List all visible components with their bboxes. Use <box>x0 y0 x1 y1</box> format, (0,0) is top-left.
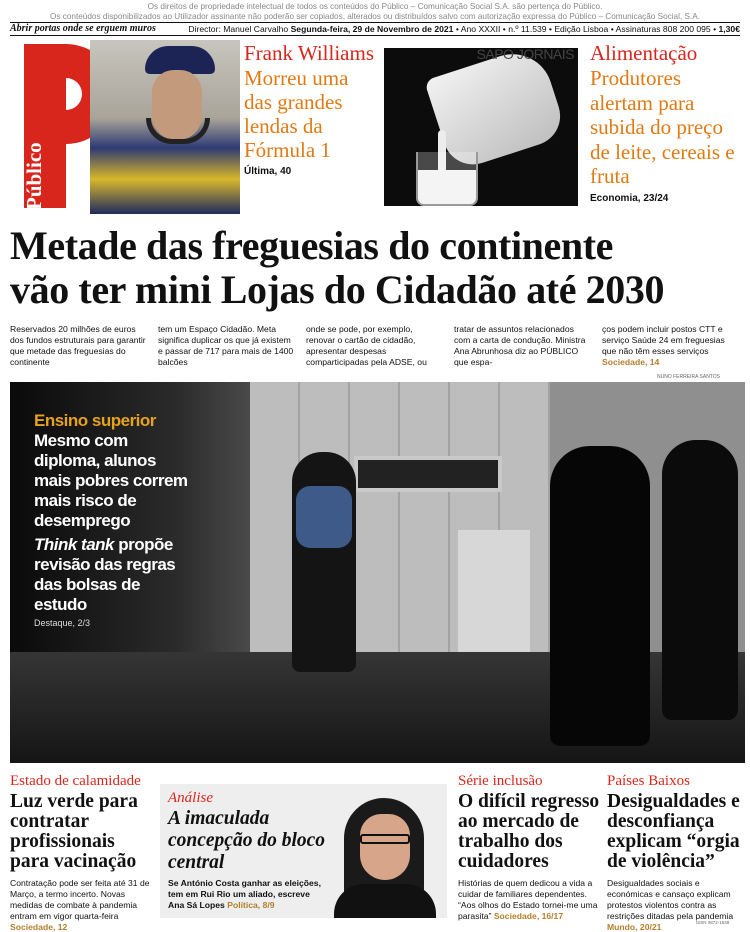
masthead-bar <box>10 22 740 36</box>
feature-page-ref: Destaque, 2/3 <box>34 618 91 628</box>
section-ref: Sociedade, 12 <box>10 922 68 932</box>
bottom-stories <box>10 772 745 932</box>
story-headline: Luz verde para contratar profissionais para vacinação <box>10 791 138 872</box>
story-kicker: Países Baixos <box>607 773 690 789</box>
lead-text <box>10 324 740 368</box>
story-body-text: Contratação pode ser feita até 31 de Março, a termo incerto. Novas medidas de combate à pandemia entram em vigor quarta-feira <box>10 878 150 921</box>
story-headline: Desigualdades e desconfiança explicam “orgia de violência” <box>607 791 740 872</box>
bottom-story-netherlands[interactable] <box>607 772 745 932</box>
analysis-headline: A imaculada concepção do bloco central <box>168 808 326 873</box>
masthead-info <box>188 23 740 35</box>
section-ref: Sociedade, 14 <box>602 357 660 367</box>
analysis-kicker: Análise <box>168 790 213 806</box>
top-story-formula1[interactable] <box>244 42 378 177</box>
copyright-line-1: Os direitos de propriedade intelectual de todos os conteúdos do Público – Comunicação Social S.A. são pertença do Público. <box>147 2 603 11</box>
main-headline-line-1: Metade das freguesias do continente <box>10 223 613 268</box>
feature-headline-2-rest: propõe revisão das regras das bolsas de estudo <box>34 535 176 614</box>
feature-headline-2-em: Think tank <box>34 535 115 554</box>
story-headline: O difícil regresso ao mercado de trabalho dos cuidadores <box>458 791 600 872</box>
price: 1,30€ <box>718 24 740 34</box>
columnist-portrait <box>330 796 440 918</box>
photo-credit: NUNO FERREIRA SANTOS <box>657 374 720 380</box>
section-ref: Sociedade, 16/17 <box>493 911 564 921</box>
logo-wordmark: Público <box>22 142 46 210</box>
analysis-body <box>168 878 328 911</box>
story-body-text: Histórias de quem dedicou a vida a cuidar de familiares dependentes. “Aos olhos do Estado tornei-me uma parasita” <box>458 878 598 921</box>
feature-headline-2 <box>34 535 194 615</box>
photo-feature-text[interactable] <box>34 411 194 628</box>
top-story-food-prices[interactable] <box>590 42 740 204</box>
story-kicker: Frank Williams <box>244 41 375 65</box>
slogan: Abrir portas onde se erguem muros <box>10 23 156 34</box>
story-kicker: Série inclusão <box>458 773 543 789</box>
copyright-line-2: Os conteúdos disponibilizados ao Utilizador assinante não poderão ser copiados, alterados ou distribuídos salvo com autorização expressa do Público – Comunicação Social, S.A. <box>50 12 700 21</box>
lead-column-1: Reservados 20 milhões de euros dos fundos estruturais para garantir que metade das freguesias do continente <box>10 324 146 367</box>
story-body <box>458 878 602 922</box>
copyright-notice <box>0 2 750 22</box>
story-kicker: Estado de calamidade <box>10 773 141 789</box>
lead-column-2: tem um Espaço Cidadão. Meta significa duplicar os que já existem e passar de 717 para mais de 1400 balcões <box>158 324 294 367</box>
story-body-text: Desigualdades sociais e económicas e cansaço explicam protestos violentos contra as restrições ditadas pela pandemia <box>607 878 734 921</box>
photo-credit: SAPO JORNAIS <box>476 48 574 62</box>
story-page-ref: Economia, 23/24 <box>590 192 669 204</box>
section-ref: Política, 8/9 <box>227 900 275 910</box>
lead-column-5 <box>602 324 740 368</box>
bottom-story-caregivers[interactable] <box>458 772 602 922</box>
issue-date: Segunda-feira, 29 de Novembro de 2021 <box>290 24 454 34</box>
main-headline[interactable] <box>10 224 745 312</box>
section-ref: Mundo, 20/21 <box>607 922 662 932</box>
analysis-body-text: Se António Costa ganhar as eleições, tem em Rui Rio um aliado, escreve Ana Sá Lopes <box>168 878 321 910</box>
edition-info: • Ano XXXII • n.º 11.539 • Edição Lisboa • Assinaturas 808 200 095 • <box>455 24 717 34</box>
feature-section: Ensino superior <box>34 411 156 430</box>
director: Director: Manuel Carvalho <box>188 24 289 34</box>
lead-column-3: onde se pode, por exemplo, renovar o cartão de cidadão, apresentar despesas comparticipadas pela ADSE, ou <box>306 324 427 367</box>
story-headline: Morreu uma das grandes lendas da Fórmula 1 <box>244 66 349 162</box>
story-kicker: Alimentação <box>590 41 698 65</box>
story-body <box>10 878 152 932</box>
lead-column-4: tratar de assuntos relacionados com a carta de condução. Ministra Ana Abrunhosa diz ao PÚBLICO que espa- <box>454 324 586 367</box>
lead-column-5-text: ços podem incluir postos CTT e serviço Saúde 24 em freguesias que não têm esses serviços <box>602 324 725 356</box>
bottom-story-vaccination[interactable] <box>10 772 152 932</box>
analysis-box[interactable] <box>160 784 447 918</box>
milk-pouring-photo <box>384 48 578 206</box>
main-headline-line-2: vão ter mini Lojas do Cidadão até 2030 <box>10 267 665 312</box>
story-headline: Produtores alertam para subida do preço de leite, cereais e fruta <box>590 66 735 188</box>
issn-barcode: ISSN 0872-1548 <box>696 920 730 925</box>
frank-williams-photo <box>90 40 240 214</box>
story-page-ref: Última, 40 <box>244 166 292 177</box>
feature-headline-1: Mesmo com diploma, alunos mais pobres correm mais risco de desemprego <box>34 431 188 530</box>
